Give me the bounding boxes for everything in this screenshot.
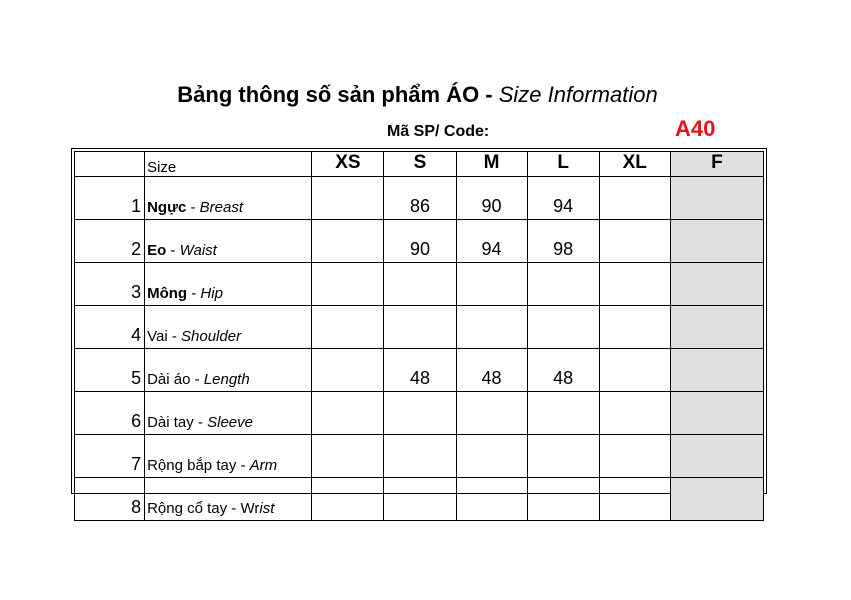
- value-cell-xs: [312, 349, 384, 392]
- value-cell-m: [456, 478, 527, 521]
- value-cell-m: [456, 435, 527, 478]
- value-cell-xl: [599, 392, 670, 435]
- value-cell-xs: [312, 177, 384, 220]
- row-number: 3: [75, 263, 145, 306]
- measurement-name-en: Sleeve: [207, 414, 253, 431]
- header-m: M: [456, 152, 527, 177]
- measurement-name-vi: Eo: [147, 242, 167, 259]
- measurement-name-vi: Ngực: [147, 199, 187, 216]
- value-cell-xs: [312, 478, 384, 521]
- size-table-frame: [71, 148, 767, 517]
- measurement-separator: -: [193, 414, 208, 431]
- value-cell-s: 86: [384, 177, 456, 220]
- table-row: [75, 220, 764, 263]
- header-size-label: Size: [145, 152, 312, 177]
- value-cell-m: [456, 306, 527, 349]
- table-row: [75, 177, 764, 220]
- row-number: 2: [75, 220, 145, 263]
- header-xs: XS: [312, 152, 384, 177]
- size-table: [74, 151, 764, 521]
- measurement-name: [145, 177, 312, 220]
- value-cell-xl: [599, 220, 670, 263]
- table-header-row: [75, 152, 764, 177]
- product-code-label: Mã SP/ Code:: [387, 123, 490, 140]
- measurement-name: [145, 306, 312, 349]
- value-cell-l: 98: [527, 220, 599, 263]
- value-cell-s: [384, 435, 456, 478]
- value-cell-f: [670, 478, 763, 521]
- value-cell-s: 48: [384, 349, 456, 392]
- value-cell-xs: [312, 263, 384, 306]
- measurement-name: [145, 435, 312, 478]
- value-cell-xl: [599, 306, 670, 349]
- value-cell-l: [527, 435, 599, 478]
- header-l: L: [527, 152, 599, 177]
- measurement-separator: -: [186, 199, 200, 216]
- measurement-separator: -: [167, 328, 182, 345]
- header-s: S: [384, 152, 456, 177]
- row-number: 7: [75, 435, 145, 478]
- value-cell-xl: [599, 177, 670, 220]
- measurement-name-en: Waist: [179, 242, 217, 259]
- measurement-name-vi: Dài áo: [147, 371, 191, 388]
- value-cell-f: [670, 392, 763, 435]
- value-cell-s: [384, 478, 456, 521]
- product-code-value: A40: [675, 116, 716, 141]
- value-cell-l: [527, 306, 599, 349]
- measurement-separator: -: [166, 242, 180, 259]
- value-cell-m: 90: [456, 177, 527, 220]
- measurement-name: [145, 220, 312, 263]
- measurement-name-en: Length: [203, 371, 250, 388]
- table-row: [75, 435, 764, 478]
- value-cell-m: 94: [456, 220, 527, 263]
- row-number: 5: [75, 349, 145, 392]
- value-cell-xl: [599, 349, 670, 392]
- value-cell-xl: [599, 478, 670, 521]
- value-cell-xs: [312, 435, 384, 478]
- value-cell-f: [670, 220, 763, 263]
- measurement-separator: -: [236, 457, 250, 474]
- value-cell-m: [456, 263, 527, 306]
- value-cell-m: 48: [456, 349, 527, 392]
- value-cell-s: [384, 263, 456, 306]
- value-cell-s: 90: [384, 220, 456, 263]
- table-row: [75, 478, 764, 521]
- value-cell-f: [670, 306, 763, 349]
- row-number: 4: [75, 306, 145, 349]
- value-cell-xl: [599, 435, 670, 478]
- value-cell-f: [670, 349, 763, 392]
- measurement-separator: -: [190, 371, 204, 388]
- title-english: Size Information: [498, 82, 658, 107]
- value-cell-l: [527, 392, 599, 435]
- header-index-cell: [75, 152, 145, 177]
- measurement-name: [145, 478, 312, 521]
- value-cell-l: [527, 478, 599, 521]
- table-row: [75, 306, 764, 349]
- value-cell-xs: [312, 306, 384, 349]
- value-cell-xs: [312, 392, 384, 435]
- value-cell-m: [456, 392, 527, 435]
- row-number: 1: [75, 177, 145, 220]
- measurement-name-en: Wrist: [240, 500, 275, 517]
- measurement-name-en: Hip: [200, 285, 223, 302]
- value-cell-f: [670, 263, 763, 306]
- measurement-name-vi: Vai: [147, 328, 168, 345]
- title-vietnamese: Bảng thông số sản phẩm ÁO -: [177, 82, 499, 107]
- row-number: 8: [75, 478, 145, 521]
- measurement-separator: -: [187, 285, 201, 302]
- measurement-name-vi: Rộng bắp tay: [147, 457, 237, 474]
- measurement-name-vi: Rộng cổ tay: [147, 500, 228, 517]
- table-row: [75, 392, 764, 435]
- value-cell-f: [670, 177, 763, 220]
- value-cell-xs: [312, 220, 384, 263]
- measurement-separator: -: [227, 500, 241, 517]
- value-cell-f: [670, 435, 763, 478]
- header-f: F: [670, 152, 763, 177]
- header-xl: XL: [599, 152, 670, 177]
- measurement-name: [145, 392, 312, 435]
- value-cell-l: 94: [527, 177, 599, 220]
- value-cell-l: [527, 263, 599, 306]
- measurement-name: [145, 349, 312, 392]
- page-title: [0, 82, 835, 108]
- value-cell-s: [384, 392, 456, 435]
- value-cell-s: [384, 306, 456, 349]
- measurement-name-vi: Mông: [147, 285, 188, 302]
- value-cell-xl: [599, 263, 670, 306]
- measurement-name-en: Breast: [199, 199, 243, 216]
- measurement-name-en: Arm: [249, 457, 278, 474]
- value-cell-l: 48: [527, 349, 599, 392]
- table-row: [75, 349, 764, 392]
- measurement-name-vi: Dài tay: [147, 414, 194, 431]
- row-number: 6: [75, 392, 145, 435]
- table-row: [75, 263, 764, 306]
- measurement-name: [145, 263, 312, 306]
- measurement-name-en: Shoulder: [181, 328, 242, 345]
